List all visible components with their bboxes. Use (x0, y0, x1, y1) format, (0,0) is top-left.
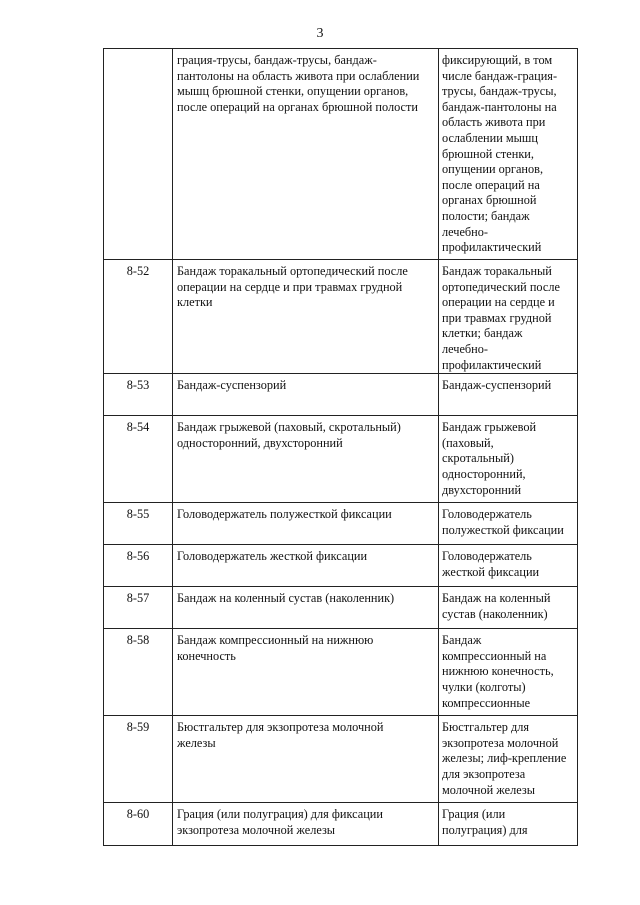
row-code-cell (104, 374, 173, 416)
row-name: Бандаж грыжевой (паховый, скротальный) односторонний, двухсторонний (177, 420, 401, 450)
row-code-cell (104, 49, 173, 260)
row-code: 8-52 (126, 264, 150, 278)
row-item: Бандаж торакальный ортопедический после операции на сердце и при травмах грудной клетки; бандаж лечебно- профилактический (442, 264, 560, 372)
row-name: Головодержатель жесткой фиксации (177, 549, 368, 564)
row-name-cell (173, 587, 439, 629)
row-item-cell (439, 587, 578, 629)
row-name: грация-трусы, бандаж-трусы, бандаж- пантолоны на область живота при ослаблении мышц брюшной стенки, опущении органов, после операций на органах брюшной полости (177, 53, 420, 114)
row-code-cell (104, 587, 173, 629)
row-name: Бандаж торакальный ортопедический после операции на сердце и при травмах грудной клетки (177, 264, 408, 310)
row-code: 8-56 (126, 549, 150, 564)
products-table (103, 48, 578, 846)
table-row (104, 587, 578, 629)
row-item: фиксирующий, в том числе бандаж-грация- трусы, бандаж-трусы, бандаж-пантолоны на область живота при ослаблении мышц брюшной стенки, опущении органов, после операций на органах брюшной полости; бандаж лечебно- профилактический (442, 53, 558, 255)
row-code-cell (104, 629, 173, 716)
row-item: Головодержатель жесткой фиксации (442, 549, 540, 579)
page-number: 3 (316, 26, 324, 41)
row-name-cell (173, 545, 439, 587)
row-item-cell (439, 803, 578, 846)
table-row (104, 374, 578, 416)
row-item: Головодержатель полужесткой фиксации (442, 507, 564, 537)
row-item-cell (439, 716, 578, 803)
row-name: Бюстгальтер для экзопротеза молочной железы (177, 720, 384, 750)
table-row (104, 260, 578, 374)
row-code: 8-58 (126, 633, 150, 648)
row-name: Головодержатель полужесткой фиксации (177, 507, 392, 522)
row-item-cell (439, 49, 578, 260)
row-code-cell (104, 416, 173, 503)
row-code: 8-54 (126, 420, 150, 435)
row-item-cell (439, 629, 578, 716)
row-name-cell (173, 803, 439, 846)
table-row (104, 416, 578, 503)
row-code-cell (104, 803, 173, 846)
row-name-cell (173, 503, 439, 545)
row-code: 8-57 (126, 591, 150, 606)
row-name-cell (173, 629, 439, 716)
table-row (104, 629, 578, 716)
row-code-cell (104, 503, 173, 545)
row-item: Бюстгальтер для экзопротеза молочной железы; лиф-крепление для экзопротеза молочной железы (442, 720, 567, 797)
row-item-cell (439, 260, 578, 374)
table-row (104, 503, 578, 545)
row-item-cell (439, 374, 578, 416)
table-row (104, 49, 578, 260)
row-name: Бандаж на коленный сустав (наколенник) (177, 591, 395, 606)
row-item: Бандаж грыжевой (паховый, скротальный) односторонний, двухсторонний (442, 420, 537, 497)
row-code: 8-59 (126, 720, 150, 735)
row-item-cell (439, 416, 578, 503)
row-name-cell (173, 374, 439, 416)
table-row (104, 545, 578, 587)
row-item-cell (439, 503, 578, 545)
row-name: Бандаж компрессионный на нижнюю конечность (177, 633, 374, 663)
row-code: 8-60 (126, 807, 150, 822)
row-item: Грация (или полуграция) для (442, 807, 528, 837)
row-item-cell (439, 545, 578, 587)
row-name: Бандаж-суспензорий (177, 378, 287, 393)
row-code-cell (104, 716, 173, 803)
row-item: Бандаж-суспензорий (442, 378, 552, 393)
row-code-cell (104, 545, 173, 587)
row-code: 8-55 (126, 507, 150, 522)
row-item: Бандаж компрессионный на нижнюю конечность, чулки (колготы) компрессионные (442, 633, 554, 710)
row-code-cell (104, 260, 173, 374)
row-name-cell (173, 716, 439, 803)
table-row (104, 716, 578, 803)
row-code: 8-53 (126, 378, 150, 393)
table-row (104, 803, 578, 846)
row-name-cell (173, 49, 439, 260)
row-name: Грация (или полуграция) для фиксации экзопротеза молочной железы (177, 807, 383, 837)
row-item: Бандаж на коленный сустав (наколенник) (442, 591, 551, 621)
row-name-cell (173, 260, 439, 374)
row-name-cell (173, 416, 439, 503)
